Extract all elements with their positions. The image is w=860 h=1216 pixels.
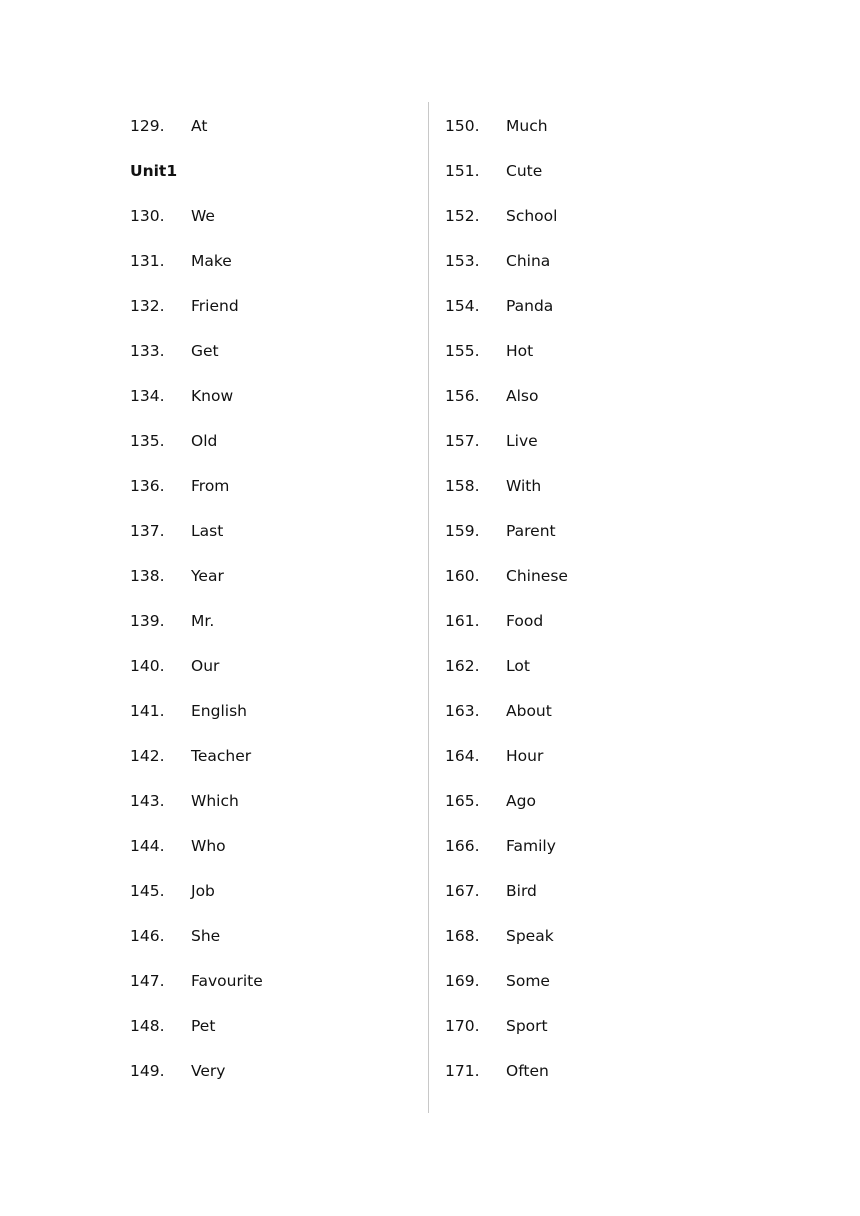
item-number: 156. [445,387,480,405]
vocab-list-item [130,284,420,329]
vocab-list-item [130,689,420,734]
item-number: 149. [130,1062,165,1080]
unit-heading-row [130,149,420,194]
vocab-word: Teacher [191,747,252,765]
vocab-word: Bird [506,882,537,900]
item-number: 142. [130,747,165,765]
vocab-word: She [191,927,221,945]
vocab-word: Also [506,387,539,405]
vocab-list-item [445,194,735,239]
vocab-list-item [130,914,420,959]
item-number: 140. [130,657,165,675]
vocab-list-item [445,509,735,554]
vocab-list-item [445,284,735,329]
vocab-word: From [191,477,230,495]
item-number: 141. [130,702,165,720]
vocab-list-item [445,419,735,464]
vocab-word: China [506,252,551,270]
item-number: 170. [445,1017,480,1035]
vocab-word: About [506,702,552,720]
item-number: 147. [130,972,165,990]
vocab-word: Our [191,657,220,675]
item-number: 164. [445,747,480,765]
left-word-column [130,104,420,1094]
vocab-list-item [130,419,420,464]
item-number: 165. [445,792,480,810]
vocab-word: English [191,702,247,720]
vocab-word: Pet [191,1017,216,1035]
unit-heading: Unit1 [130,162,178,180]
vocab-word: Friend [191,297,239,315]
vocab-list-item [445,464,735,509]
item-number: 135. [130,432,165,450]
vocab-list-item [130,104,420,149]
vocab-list-item [445,104,735,149]
vocab-word: Mr. [191,612,215,630]
item-number: 161. [445,612,480,630]
vocab-list-item [130,779,420,824]
vocab-list-item [445,329,735,374]
item-number: 137. [130,522,165,540]
vocab-word: Last [191,522,224,540]
item-number: 132. [130,297,165,315]
vocab-list-item [445,644,735,689]
vocab-list-item [130,1004,420,1049]
item-number: 157. [445,432,480,450]
vocab-word: Chinese [506,567,568,585]
item-number: 158. [445,477,480,495]
item-number: 167. [445,882,480,900]
item-number: 133. [130,342,165,360]
vocab-word: Which [191,792,239,810]
vocab-word: Lot [506,657,530,675]
vocab-list-item [445,149,735,194]
vocab-list-item [445,599,735,644]
column-divider [428,102,429,1113]
item-number: 134. [130,387,165,405]
vocab-word: Speak [506,927,554,945]
vocab-word: Know [191,387,234,405]
vocab-word: Very [191,1062,226,1080]
vocab-word: Favourite [191,972,263,990]
vocab-list-item [130,959,420,1004]
item-number: 163. [445,702,480,720]
vocab-word: Year [191,567,224,585]
vocab-word: School [506,207,558,225]
vocab-list-item [445,554,735,599]
vocab-word: Cute [506,162,543,180]
item-number: 162. [445,657,480,675]
vocab-list-item [130,734,420,779]
vocab-list-item [130,644,420,689]
item-number: 136. [130,477,165,495]
item-number: 144. [130,837,165,855]
item-number: 151. [445,162,480,180]
vocab-word: Hot [506,342,534,360]
vocab-list-item [445,959,735,1004]
item-number: 150. [445,117,480,135]
vocab-word: Old [191,432,218,450]
vocab-list-item [130,1049,420,1094]
vocab-word: Food [506,612,544,630]
vocab-word: Sport [506,1017,548,1035]
vocab-word: Job [191,882,215,900]
vocab-list-item [130,824,420,869]
vocab-list-item [445,239,735,284]
vocab-list-item [130,194,420,239]
item-number: 154. [445,297,480,315]
item-number: 131. [130,252,165,270]
vocab-list-item [130,599,420,644]
vocab-word: Parent [506,522,556,540]
vocab-list-item [130,464,420,509]
item-number: 152. [445,207,480,225]
vocab-word: Ago [506,792,536,810]
item-number: 159. [445,522,480,540]
item-number: 138. [130,567,165,585]
vocab-list-item [445,1004,735,1049]
vocab-word: Who [191,837,226,855]
vocab-word: Some [506,972,550,990]
vocab-list-item [445,779,735,824]
vocab-list-item [445,374,735,419]
vocab-list-item [130,554,420,599]
item-number: 160. [445,567,480,585]
vocab-list-item [445,824,735,869]
item-number: 148. [130,1017,165,1035]
item-number: 145. [130,882,165,900]
item-number: 143. [130,792,165,810]
item-number: 139. [130,612,165,630]
vocab-word: Panda [506,297,554,315]
vocab-word: Much [506,117,548,135]
vocab-list-item [445,734,735,779]
vocab-list-item [130,869,420,914]
vocab-list-item [445,689,735,734]
vocab-word: We [191,207,215,225]
vocab-word: Get [191,342,219,360]
item-number: 146. [130,927,165,945]
item-number: 155. [445,342,480,360]
vocab-list-item [445,914,735,959]
item-number: 129. [130,117,165,135]
vocab-word: Family [506,837,556,855]
item-number: 169. [445,972,480,990]
vocab-list-item [130,239,420,284]
item-number: 166. [445,837,480,855]
item-number: 168. [445,927,480,945]
vocab-list-item [130,329,420,374]
vocab-list-item [445,1049,735,1094]
item-number: 153. [445,252,480,270]
vocab-word: Hour [506,747,544,765]
item-number: 130. [130,207,165,225]
item-number: 171. [445,1062,480,1080]
vocab-word: At [191,117,208,135]
vocab-word: With [506,477,542,495]
vocab-word: Live [506,432,538,450]
vocab-list-item [445,869,735,914]
vocab-word: Often [506,1062,549,1080]
vocab-list-item [130,509,420,554]
right-word-column [445,104,735,1094]
vocab-list-item [130,374,420,419]
vocab-word: Make [191,252,232,270]
